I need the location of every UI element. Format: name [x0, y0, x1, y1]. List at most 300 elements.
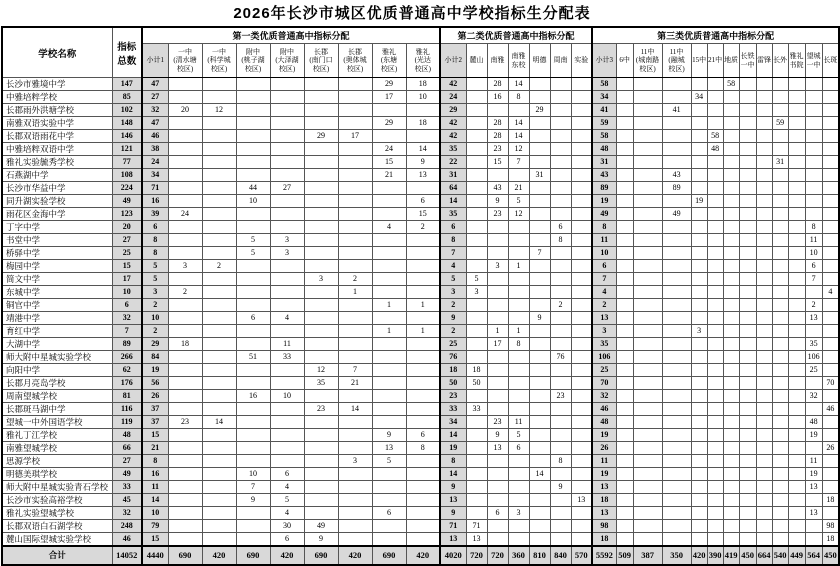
data-cell: 6: [508, 442, 529, 455]
data-cell: [571, 286, 592, 299]
data-cell: 24: [372, 143, 406, 156]
data-cell: [723, 364, 739, 377]
column-header: 小计1: [142, 44, 168, 78]
column-header: 雅礼 (东塘 校区): [372, 44, 406, 78]
data-cell: [788, 455, 805, 468]
data-cell: [662, 234, 691, 247]
data-cell: [772, 312, 788, 325]
data-cell: [372, 195, 406, 208]
data-cell: [739, 429, 756, 442]
data-cell: [168, 169, 202, 182]
data-cell: 2: [805, 299, 822, 312]
data-cell: [788, 403, 805, 416]
data-cell: [723, 169, 739, 182]
total-index-cell: 85: [112, 91, 142, 104]
data-cell: [487, 286, 508, 299]
data-cell: 43: [487, 182, 508, 195]
data-cell: [772, 325, 788, 338]
data-cell: [202, 442, 236, 455]
total-index-cell: 89: [112, 338, 142, 351]
data-cell: [550, 494, 571, 507]
table-row: [2, 520, 839, 533]
data-cell: 38: [142, 143, 168, 156]
data-cell: [304, 299, 338, 312]
data-cell: 51: [236, 351, 270, 364]
data-cell: [756, 416, 772, 429]
data-cell: [202, 208, 236, 221]
data-cell: 16: [487, 91, 508, 104]
data-cell: [466, 494, 487, 507]
data-cell: [338, 390, 372, 403]
data-cell: 3: [691, 325, 707, 338]
data-cell: [508, 273, 529, 286]
data-cell: 23: [168, 416, 202, 429]
column-header: 6中: [616, 44, 633, 78]
data-cell: [571, 299, 592, 312]
data-cell: [550, 442, 571, 455]
data-cell: [236, 91, 270, 104]
data-cell: 46: [822, 403, 839, 416]
data-cell: [372, 247, 406, 260]
data-cell: 1: [372, 325, 406, 338]
data-cell: 4: [822, 286, 839, 299]
data-cell: [707, 208, 723, 221]
data-cell: [616, 247, 633, 260]
data-cell: [788, 234, 805, 247]
data-cell: [739, 364, 756, 377]
data-cell: [508, 468, 529, 481]
data-cell: [805, 78, 822, 91]
data-cell: 23: [487, 416, 508, 429]
column-total-cell: 570: [571, 546, 592, 565]
data-cell: [805, 91, 822, 104]
total-index-cell: 102: [112, 104, 142, 117]
data-cell: [236, 364, 270, 377]
data-cell: [756, 377, 772, 390]
data-cell: [529, 429, 550, 442]
data-cell: [304, 208, 338, 221]
data-cell: 6: [487, 507, 508, 520]
data-cell: [270, 208, 304, 221]
data-cell: [739, 351, 756, 364]
data-cell: 18: [822, 533, 839, 547]
data-cell: 10: [406, 91, 440, 104]
data-cell: [529, 286, 550, 299]
data-cell: [168, 299, 202, 312]
data-cell: [466, 143, 487, 156]
data-cell: [372, 520, 406, 533]
data-cell: 2: [440, 325, 466, 338]
data-cell: [616, 364, 633, 377]
data-cell: 17: [487, 338, 508, 351]
data-cell: [707, 364, 723, 377]
data-cell: [168, 507, 202, 520]
data-cell: [571, 247, 592, 260]
data-cell: 12: [508, 208, 529, 221]
column-total-cell: 4020: [440, 546, 466, 565]
data-cell: 24: [168, 208, 202, 221]
data-cell: [304, 221, 338, 234]
data-cell: 49: [304, 520, 338, 533]
data-cell: [550, 143, 571, 156]
data-cell: [508, 364, 529, 377]
data-cell: 6: [550, 221, 571, 234]
data-cell: [550, 507, 571, 520]
data-cell: [772, 429, 788, 442]
data-cell: [691, 130, 707, 143]
school-name-cell: 长沙市实验高裕学校: [2, 494, 112, 507]
data-cell: [550, 429, 571, 442]
data-cell: [788, 390, 805, 403]
data-cell: 34: [592, 91, 616, 104]
table-row: [2, 208, 839, 221]
data-cell: [270, 221, 304, 234]
data-cell: [202, 247, 236, 260]
school-name-cell: 书堂中学: [2, 234, 112, 247]
data-cell: [338, 260, 372, 273]
data-cell: [756, 234, 772, 247]
data-cell: [756, 117, 772, 130]
data-cell: [739, 130, 756, 143]
data-cell: [466, 78, 487, 91]
data-cell: 13: [406, 169, 440, 182]
data-cell: 23: [487, 143, 508, 156]
data-cell: 19: [805, 468, 822, 481]
data-cell: [550, 117, 571, 130]
data-cell: [550, 182, 571, 195]
data-cell: [707, 390, 723, 403]
total-index-cell: 116: [112, 403, 142, 416]
data-cell: [508, 247, 529, 260]
column-total-cell: 690: [168, 546, 202, 565]
data-cell: 16: [142, 195, 168, 208]
data-cell: [822, 156, 839, 169]
data-cell: [691, 104, 707, 117]
data-cell: [691, 156, 707, 169]
column-header: 11中 (融城 校区): [662, 44, 691, 78]
data-cell: [662, 286, 691, 299]
data-cell: [739, 91, 756, 104]
data-cell: 2: [440, 299, 466, 312]
data-cell: [822, 260, 839, 273]
data-cell: [466, 221, 487, 234]
data-cell: [270, 156, 304, 169]
data-cell: [466, 130, 487, 143]
data-cell: [236, 533, 270, 547]
data-cell: [202, 234, 236, 247]
data-cell: 32: [592, 390, 616, 403]
data-cell: [707, 247, 723, 260]
data-cell: [723, 403, 739, 416]
data-cell: [691, 533, 707, 547]
data-cell: [466, 169, 487, 182]
school-name-cell: 雅礼实验毓秀学校: [2, 156, 112, 169]
data-cell: 6: [270, 468, 304, 481]
data-cell: [723, 442, 739, 455]
column-total-cell: 690: [372, 546, 406, 565]
data-cell: [372, 377, 406, 390]
data-cell: [633, 325, 662, 338]
data-cell: [236, 520, 270, 533]
school-name-cell: 雨花区金海中学: [2, 208, 112, 221]
data-cell: [236, 416, 270, 429]
data-cell: [466, 104, 487, 117]
data-cell: [805, 494, 822, 507]
data-cell: 10: [236, 468, 270, 481]
data-cell: [788, 351, 805, 364]
column-header: 实验: [571, 44, 592, 78]
data-cell: 58: [592, 78, 616, 91]
data-cell: 79: [142, 520, 168, 533]
column-header: 15中: [691, 44, 707, 78]
data-cell: [772, 221, 788, 234]
data-cell: [202, 182, 236, 195]
data-cell: 84: [142, 351, 168, 364]
data-cell: [372, 273, 406, 286]
data-cell: [270, 364, 304, 377]
data-cell: [707, 533, 723, 547]
data-cell: 56: [142, 377, 168, 390]
column-header: 长郡 (南门口 校区): [304, 44, 338, 78]
data-cell: [739, 325, 756, 338]
data-cell: [616, 221, 633, 234]
data-cell: [168, 195, 202, 208]
column-total-cell: 5592: [592, 546, 616, 565]
data-cell: [571, 338, 592, 351]
data-cell: [633, 468, 662, 481]
data-cell: 13: [805, 312, 822, 325]
total-index-cell: 32: [112, 312, 142, 325]
data-cell: [406, 416, 440, 429]
data-cell: [466, 507, 487, 520]
data-cell: [236, 143, 270, 156]
data-cell: 26: [142, 390, 168, 403]
data-cell: 10: [805, 247, 822, 260]
column-header: 雅礼 (光达 校区): [406, 44, 440, 78]
data-cell: [662, 195, 691, 208]
data-cell: [662, 117, 691, 130]
data-cell: 4: [440, 260, 466, 273]
data-cell: 1: [508, 260, 529, 273]
data-cell: [550, 156, 571, 169]
data-cell: [616, 325, 633, 338]
data-cell: [550, 364, 571, 377]
data-cell: [529, 182, 550, 195]
data-cell: 14: [142, 494, 168, 507]
data-cell: [788, 91, 805, 104]
data-cell: 58: [723, 78, 739, 91]
data-cell: [772, 390, 788, 403]
data-cell: [707, 104, 723, 117]
data-cell: [739, 247, 756, 260]
data-cell: 1: [338, 286, 372, 299]
data-cell: 15: [487, 156, 508, 169]
data-cell: [739, 377, 756, 390]
data-cell: 7: [592, 273, 616, 286]
school-name-cell: 周南望城学校: [2, 390, 112, 403]
data-cell: [550, 91, 571, 104]
data-cell: [756, 468, 772, 481]
data-cell: 29: [529, 104, 550, 117]
category-header-1: 第一类优质普通高中指标分配: [142, 27, 440, 44]
data-cell: [304, 507, 338, 520]
column-total-cell: 664: [756, 546, 772, 565]
data-cell: 71: [440, 520, 466, 533]
column-header: 小计2: [440, 44, 466, 78]
data-cell: [691, 247, 707, 260]
total-index-cell: 146: [112, 130, 142, 143]
data-cell: [529, 520, 550, 533]
data-cell: [662, 455, 691, 468]
data-cell: [822, 130, 839, 143]
data-cell: 9: [440, 481, 466, 494]
data-cell: [304, 182, 338, 195]
data-cell: [202, 143, 236, 156]
column-header: 一中 (科学城 校区): [202, 44, 236, 78]
data-cell: [772, 364, 788, 377]
total-index-cell: 121: [112, 143, 142, 156]
data-cell: [822, 338, 839, 351]
data-cell: [550, 377, 571, 390]
data-cell: [805, 377, 822, 390]
data-cell: [822, 312, 839, 325]
data-cell: [772, 169, 788, 182]
school-name-cell: 南雅望城学校: [2, 442, 112, 455]
data-cell: [168, 455, 202, 468]
data-cell: [571, 130, 592, 143]
data-cell: 9: [529, 312, 550, 325]
data-cell: [756, 494, 772, 507]
data-cell: [822, 195, 839, 208]
data-cell: [338, 481, 372, 494]
column-header: 附中 (大泽湖 校区): [270, 44, 304, 78]
data-cell: [707, 351, 723, 364]
data-cell: [707, 195, 723, 208]
data-cell: [304, 117, 338, 130]
data-cell: 25: [592, 364, 616, 377]
data-cell: 14: [508, 78, 529, 91]
data-cell: [529, 156, 550, 169]
data-cell: [788, 325, 805, 338]
data-cell: [406, 520, 440, 533]
data-cell: [338, 325, 372, 338]
data-cell: [571, 403, 592, 416]
data-cell: [236, 442, 270, 455]
data-cell: [236, 325, 270, 338]
data-cell: 24: [142, 156, 168, 169]
data-cell: [723, 468, 739, 481]
data-cell: [508, 403, 529, 416]
data-cell: 49: [662, 208, 691, 221]
data-cell: [616, 156, 633, 169]
data-cell: [822, 221, 839, 234]
data-cell: [270, 143, 304, 156]
data-cell: [304, 143, 338, 156]
data-cell: [270, 130, 304, 143]
data-cell: [822, 416, 839, 429]
data-cell: [707, 507, 723, 520]
data-cell: [633, 130, 662, 143]
column-total-cell: 509: [616, 546, 633, 565]
data-cell: [691, 481, 707, 494]
data-cell: [756, 91, 772, 104]
data-cell: [616, 416, 633, 429]
total-index-cell: 46: [112, 533, 142, 547]
data-cell: [788, 338, 805, 351]
totals-row: [2, 546, 839, 565]
data-cell: [270, 91, 304, 104]
data-cell: [168, 117, 202, 130]
data-cell: [466, 299, 487, 312]
data-cell: [550, 169, 571, 182]
column-total-cell: 420: [691, 546, 707, 565]
data-cell: [756, 338, 772, 351]
data-cell: 48: [592, 143, 616, 156]
data-cell: 13: [805, 481, 822, 494]
table-row: [2, 364, 839, 377]
data-cell: [772, 377, 788, 390]
data-cell: [571, 325, 592, 338]
data-cell: [550, 104, 571, 117]
data-cell: [550, 403, 571, 416]
column-header: 长斑: [822, 44, 839, 78]
total-index-cell: 10: [112, 286, 142, 299]
data-cell: [616, 468, 633, 481]
data-cell: [756, 481, 772, 494]
data-cell: 31: [772, 156, 788, 169]
data-cell: [707, 468, 723, 481]
data-cell: [739, 403, 756, 416]
table-row: [2, 416, 839, 429]
totals-label-cell: 合计: [2, 546, 112, 565]
data-cell: [236, 455, 270, 468]
data-cell: [304, 195, 338, 208]
data-cell: 43: [662, 169, 691, 182]
data-cell: 35: [440, 208, 466, 221]
data-cell: [270, 403, 304, 416]
data-cell: 9: [550, 481, 571, 494]
school-name-cell: 梅园中学: [2, 260, 112, 273]
data-cell: [739, 78, 756, 91]
data-cell: [691, 390, 707, 403]
data-cell: [822, 429, 839, 442]
data-cell: [739, 468, 756, 481]
data-cell: 4: [270, 481, 304, 494]
data-cell: [662, 403, 691, 416]
data-cell: 8: [508, 338, 529, 351]
data-cell: 50: [466, 377, 487, 390]
data-cell: 12: [202, 104, 236, 117]
data-cell: 2: [142, 325, 168, 338]
data-cell: 4: [372, 221, 406, 234]
data-cell: 8: [440, 234, 466, 247]
data-cell: [616, 351, 633, 364]
data-cell: 18: [466, 364, 487, 377]
data-cell: 2: [592, 299, 616, 312]
data-cell: [487, 403, 508, 416]
column-header: 雅礼 书院: [788, 44, 805, 78]
school-name-cell: 师大附中星城实验青石学校: [2, 481, 112, 494]
data-cell: 29: [372, 78, 406, 91]
column-header: 南雅: [487, 44, 508, 78]
data-cell: [487, 169, 508, 182]
data-cell: [202, 78, 236, 91]
data-cell: [788, 143, 805, 156]
data-cell: 49: [592, 208, 616, 221]
data-cell: [772, 208, 788, 221]
data-cell: [822, 91, 839, 104]
data-cell: 11: [592, 234, 616, 247]
